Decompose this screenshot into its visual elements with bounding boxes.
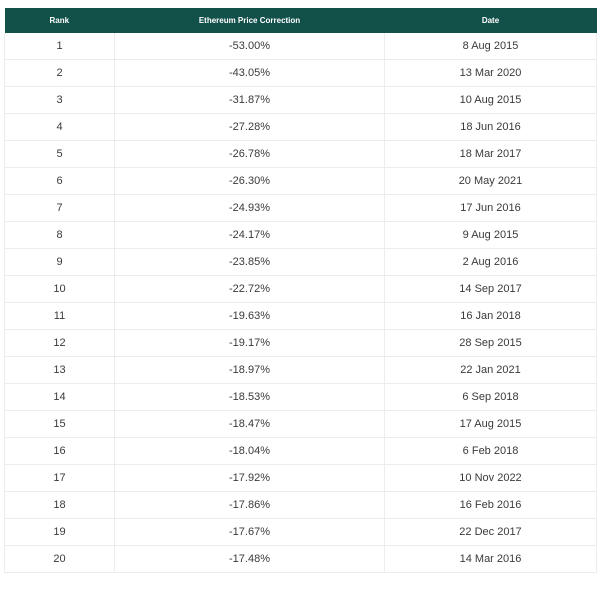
table-row	[5, 141, 597, 168]
rank-cell: 12	[5, 330, 115, 357]
rank-cell: 14	[5, 384, 115, 411]
rank-cell: 17	[5, 465, 115, 492]
correction-cell: -19.63%	[115, 303, 385, 330]
date-cell: 10 Aug 2015	[385, 87, 597, 114]
date-cell: 16 Jan 2018	[385, 303, 597, 330]
eth-correction-table	[4, 8, 597, 573]
header-row	[5, 8, 597, 33]
correction-cell: -22.72%	[115, 276, 385, 303]
date-cell: 18 Jun 2016	[385, 114, 597, 141]
rank-cell: 5	[5, 141, 115, 168]
table-row	[5, 249, 597, 276]
rank-cell: 7	[5, 195, 115, 222]
date-cell: 8 Aug 2015	[385, 33, 597, 60]
table-row	[5, 411, 597, 438]
correction-cell: -18.47%	[115, 411, 385, 438]
correction-cell: -27.28%	[115, 114, 385, 141]
rank-cell: 16	[5, 438, 115, 465]
rank-cell: 1	[5, 33, 115, 60]
date-cell: 10 Nov 2022	[385, 465, 597, 492]
table-row	[5, 330, 597, 357]
correction-cell: -17.86%	[115, 492, 385, 519]
correction-table-container	[4, 8, 596, 573]
date-cell: 22 Dec 2017	[385, 519, 597, 546]
rank-cell: 10	[5, 276, 115, 303]
date-cell: 6 Sep 2018	[385, 384, 597, 411]
rank-cell: 8	[5, 222, 115, 249]
table-row	[5, 492, 597, 519]
table-row	[5, 357, 597, 384]
date-cell: 20 May 2021	[385, 168, 597, 195]
table-body	[5, 33, 597, 573]
date-cell: 14 Mar 2016	[385, 546, 597, 573]
column-header-correction: Ethereum Price Correction	[115, 8, 385, 33]
date-cell: 22 Jan 2021	[385, 357, 597, 384]
table-row	[5, 60, 597, 87]
date-cell: 17 Jun 2016	[385, 195, 597, 222]
correction-cell: -17.48%	[115, 546, 385, 573]
rank-cell: 3	[5, 87, 115, 114]
correction-cell: -24.17%	[115, 222, 385, 249]
table-row	[5, 87, 597, 114]
correction-cell: -18.04%	[115, 438, 385, 465]
correction-cell: -23.85%	[115, 249, 385, 276]
table-row	[5, 384, 597, 411]
date-cell: 6 Feb 2018	[385, 438, 597, 465]
rank-cell: 4	[5, 114, 115, 141]
column-header-date: Date	[385, 8, 597, 33]
correction-cell: -18.97%	[115, 357, 385, 384]
correction-cell: -43.05%	[115, 60, 385, 87]
correction-cell: -19.17%	[115, 330, 385, 357]
rank-cell: 6	[5, 168, 115, 195]
correction-cell: -17.67%	[115, 519, 385, 546]
rank-cell: 19	[5, 519, 115, 546]
table-row	[5, 114, 597, 141]
date-cell: 9 Aug 2015	[385, 222, 597, 249]
rank-cell: 18	[5, 492, 115, 519]
table-row	[5, 519, 597, 546]
rank-cell: 9	[5, 249, 115, 276]
table-row	[5, 195, 597, 222]
table-row	[5, 222, 597, 249]
table-row	[5, 276, 597, 303]
rank-cell: 20	[5, 546, 115, 573]
table-row	[5, 303, 597, 330]
date-cell: 18 Mar 2017	[385, 141, 597, 168]
correction-cell: -18.53%	[115, 384, 385, 411]
date-cell: 14 Sep 2017	[385, 276, 597, 303]
correction-cell: -26.78%	[115, 141, 385, 168]
date-cell: 13 Mar 2020	[385, 60, 597, 87]
date-cell: 17 Aug 2015	[385, 411, 597, 438]
table-row	[5, 33, 597, 60]
column-header-rank: Rank	[5, 8, 115, 33]
correction-cell: -17.92%	[115, 465, 385, 492]
table-row	[5, 465, 597, 492]
rank-cell: 2	[5, 60, 115, 87]
date-cell: 2 Aug 2016	[385, 249, 597, 276]
date-cell: 16 Feb 2016	[385, 492, 597, 519]
table-row	[5, 546, 597, 573]
correction-cell: -26.30%	[115, 168, 385, 195]
table-header	[5, 8, 597, 33]
date-cell: 28 Sep 2015	[385, 330, 597, 357]
table-row	[5, 168, 597, 195]
rank-cell: 13	[5, 357, 115, 384]
rank-cell: 15	[5, 411, 115, 438]
rank-cell: 11	[5, 303, 115, 330]
table-row	[5, 438, 597, 465]
correction-cell: -53.00%	[115, 33, 385, 60]
correction-cell: -24.93%	[115, 195, 385, 222]
correction-cell: -31.87%	[115, 87, 385, 114]
